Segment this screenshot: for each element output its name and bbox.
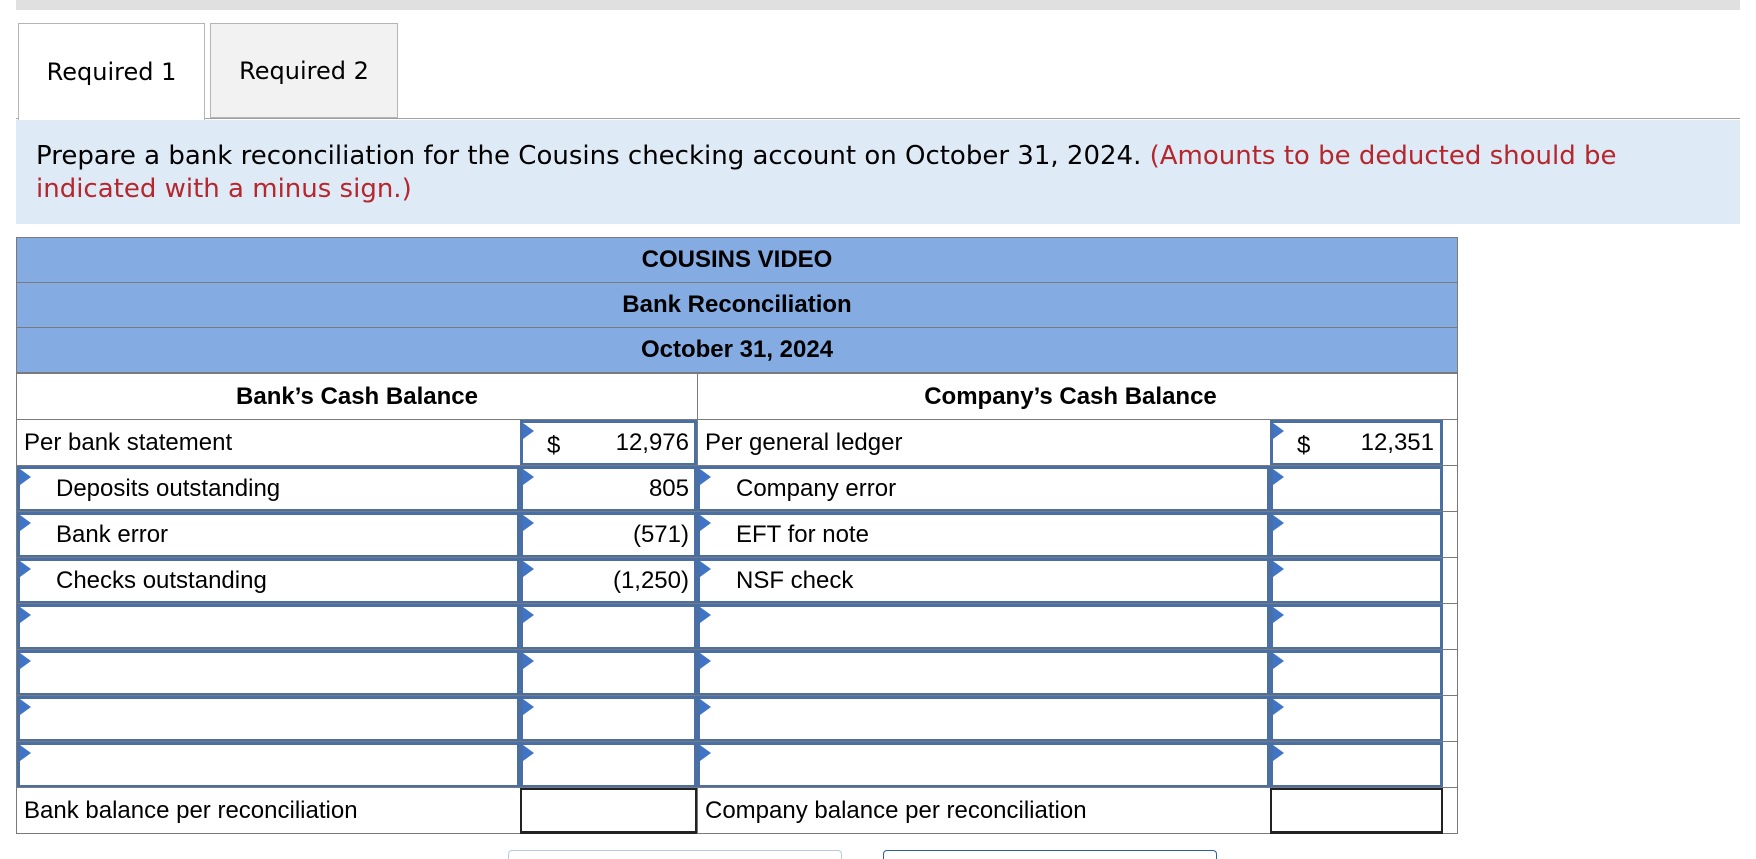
company-section-header: Company’s Cash Balance (697, 374, 1443, 420)
currency-symbol: $ (1297, 432, 1311, 459)
bank-section-header: Bank’s Cash Balance (236, 383, 478, 410)
company-amount-input[interactable] (1270, 512, 1443, 558)
company-amount-input[interactable] (1270, 420, 1443, 466)
bank-amount-input[interactable] (520, 650, 697, 696)
bank-total-amount (520, 788, 697, 834)
table-row (17, 511, 1457, 557)
company-item-select[interactable]: EFT for note (697, 512, 1270, 558)
bank-item-select[interactable] (17, 650, 520, 696)
company-amount-input[interactable] (1270, 650, 1443, 696)
input-marker-icon (1273, 561, 1284, 577)
input-marker-icon (700, 653, 711, 669)
input-marker-icon (700, 561, 711, 577)
bank-amount-input[interactable]: (1,250) (520, 558, 697, 604)
reconciliation-grid (16, 372, 1458, 834)
bank-amount-input[interactable] (520, 742, 697, 788)
input-marker-icon (523, 469, 534, 485)
company-amount-input[interactable] (1270, 742, 1443, 788)
input-marker-icon (700, 745, 711, 761)
company-amount-input[interactable] (1270, 696, 1443, 742)
bank-reconciliation-table (16, 237, 1458, 834)
company-amount-input[interactable] (1270, 466, 1443, 512)
company-amount-value: 12,351 (1360, 429, 1434, 456)
company-item-select[interactable] (697, 604, 1270, 650)
bank-total-label: Bank balance per reconciliation (24, 797, 358, 824)
bank-amount-input[interactable] (520, 420, 697, 466)
input-marker-icon (20, 607, 31, 623)
input-marker-icon (1273, 423, 1284, 439)
bank-amount-input[interactable]: 805 (520, 466, 697, 512)
company-amount-input[interactable] (1270, 558, 1443, 604)
bank-item-select[interactable] (17, 696, 520, 742)
bank-item-select[interactable] (17, 742, 520, 788)
input-marker-icon (700, 469, 711, 485)
input-marker-icon (20, 469, 31, 485)
input-marker-icon (1273, 607, 1284, 623)
statement-title: Bank Reconciliation (16, 282, 1458, 327)
input-marker-icon (20, 561, 31, 577)
company-item-select[interactable] (697, 650, 1270, 696)
top-bar (16, 0, 1740, 10)
company-total-amount (1270, 788, 1443, 834)
company-item-select[interactable] (697, 696, 1270, 742)
input-marker-icon (20, 745, 31, 761)
input-marker-icon (523, 699, 534, 715)
input-marker-icon (523, 607, 534, 623)
section-headers (17, 373, 1457, 419)
table-row (17, 557, 1457, 603)
table-row (17, 603, 1457, 649)
input-marker-icon (1273, 653, 1284, 669)
input-marker-icon (523, 423, 534, 439)
tab-required-2[interactable]: Required 2 (210, 23, 398, 118)
bank-amount-input[interactable] (520, 696, 697, 742)
currency-symbol: $ (547, 432, 561, 459)
bank-item-select[interactable]: Bank error (17, 512, 520, 558)
totals-row (17, 787, 1457, 833)
tab-required-1[interactable]: Required 1 (18, 23, 205, 120)
bank-item-select[interactable] (17, 604, 520, 650)
bank-item-select[interactable]: Checks outstanding (17, 558, 520, 604)
company-item-select[interactable]: Company error (697, 466, 1270, 512)
statement-date: October 31, 2024 (16, 327, 1458, 372)
company-item-label: Per general ledger (697, 420, 1270, 466)
input-marker-icon (1273, 469, 1284, 485)
input-marker-icon (700, 515, 711, 531)
table-row (17, 649, 1457, 695)
instructions-note: (Amounts to be deducted should be indicated with a minus sign.) (36, 141, 1617, 204)
company-item-select[interactable] (697, 742, 1270, 788)
input-marker-icon (20, 653, 31, 669)
input-marker-icon (20, 515, 31, 531)
bank-amount-input[interactable] (520, 604, 697, 650)
table-row (17, 741, 1457, 787)
input-marker-icon (700, 607, 711, 623)
table-row (17, 695, 1457, 741)
input-marker-icon (1273, 699, 1284, 715)
instructions-text: Prepare a bank reconciliation for the Cousins checking account on October 31, 2024. (36, 141, 1142, 171)
company-amount-input[interactable] (1270, 604, 1443, 650)
bank-item-select[interactable]: Deposits outstanding (17, 466, 520, 512)
company-name: COUSINS VIDEO (16, 237, 1458, 282)
input-marker-icon (523, 745, 534, 761)
company-item-select[interactable]: NSF check (697, 558, 1270, 604)
bank-item-label: Per bank statement (24, 429, 233, 456)
input-marker-icon (523, 515, 534, 531)
input-marker-icon (700, 699, 711, 715)
bank-amount-value: 12,976 (615, 429, 689, 456)
bank-amount-input[interactable]: (571) (520, 512, 697, 558)
instructions-panel (16, 120, 1740, 224)
input-marker-icon (523, 561, 534, 577)
table-row (17, 419, 1457, 465)
company-total-label: Company balance per reconciliation (697, 788, 1270, 834)
tab-divider (16, 118, 1740, 119)
input-marker-icon (1273, 515, 1284, 531)
input-marker-icon (523, 653, 534, 669)
input-marker-icon (1273, 745, 1284, 761)
table-row (17, 465, 1457, 511)
input-marker-icon (20, 699, 31, 715)
